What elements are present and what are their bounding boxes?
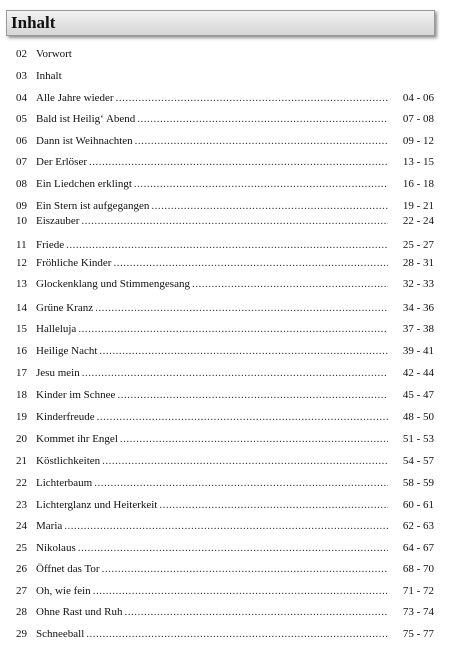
- toc-entry-title: Öffnet das Tor: [36, 563, 100, 575]
- toc-entry-title: Vorwort: [36, 48, 72, 60]
- toc-dot-leader: [151, 199, 388, 213]
- toc-entry-pages: 13 - 15: [402, 156, 434, 168]
- toc-entry-pages: 16 - 18: [402, 178, 434, 190]
- toc-entry-number: 15: [16, 323, 27, 335]
- toc-entry-pages: 75 - 77: [402, 628, 434, 640]
- toc-dot-leader: [116, 91, 388, 105]
- toc-dot-leader: [124, 605, 388, 619]
- toc-header-bar: [6, 10, 435, 36]
- toc-entry-number: 27: [16, 585, 27, 597]
- toc-dot-leader: [82, 366, 388, 380]
- toc-entry[interactable]: [16, 301, 434, 315]
- toc-entry-title: Eiszauber: [36, 215, 80, 227]
- toc-entry-number: 08: [16, 178, 27, 190]
- toc-entry-title: Maria: [36, 520, 63, 532]
- toc-entry-number: 10: [16, 215, 27, 227]
- toc-entry-pages: 60 - 61: [402, 499, 434, 511]
- toc-entry-pages: 58 - 59: [402, 477, 434, 489]
- toc-entry-title: Dann ist Weihnachten: [36, 135, 133, 147]
- page-title: Inhalt: [11, 13, 56, 32]
- toc-dot-leader: [134, 177, 388, 191]
- toc-dot-leader: [99, 344, 388, 358]
- toc-entry-pages: 28 - 31: [402, 257, 434, 269]
- toc-entry-title: Lichterglanz und Heiterkeit: [36, 499, 158, 511]
- toc-dot-leader: [135, 134, 388, 148]
- toc-entry[interactable]: [16, 388, 434, 402]
- toc-dot-leader: [86, 627, 388, 641]
- toc-dot-leader: [93, 584, 388, 598]
- toc-entry[interactable]: [16, 498, 434, 512]
- toc-entry-pages: 19 - 21: [402, 200, 434, 212]
- toc-entry-number: 04: [16, 92, 27, 104]
- toc-entry-title: Kinder im Schnee: [36, 389, 116, 401]
- toc-entry[interactable]: [16, 47, 434, 61]
- toc-entry-pages: 22 - 24: [402, 215, 434, 227]
- toc-entry[interactable]: [16, 177, 434, 191]
- toc-entry-pages: 48 - 50: [402, 411, 434, 423]
- toc-entry-title: Fröhliche Kinder: [36, 257, 112, 269]
- toc-entry-title: Grüne Kranz: [36, 302, 94, 314]
- toc-entry-pages: 64 - 67: [402, 542, 434, 554]
- toc-entry-title: Der Erlöser: [36, 156, 88, 168]
- toc-entry[interactable]: [16, 214, 434, 228]
- toc-entry[interactable]: [16, 410, 434, 424]
- toc-entry-number: 22: [16, 477, 27, 489]
- toc-dot-leader: [102, 454, 388, 468]
- toc-entry[interactable]: [16, 519, 434, 533]
- toc-entry-number: 09: [16, 200, 27, 212]
- toc-entry-title: Inhalt: [36, 70, 62, 82]
- toc-entry[interactable]: [16, 344, 434, 358]
- toc-entry-title: Ein Stern ist aufgegangen: [36, 200, 150, 212]
- toc-entry-pages: 04 - 06: [402, 92, 434, 104]
- toc-entry[interactable]: [16, 256, 434, 270]
- toc-entry-number: 13: [16, 278, 27, 290]
- toc-dot-leader: [89, 155, 388, 169]
- toc-entry-title: Heilige Nacht: [36, 345, 98, 357]
- toc-entry-number: 11: [16, 239, 27, 251]
- toc-entry[interactable]: [16, 627, 434, 641]
- toc-entry-pages: 54 - 57: [402, 455, 434, 467]
- toc-entry-number: 21: [16, 455, 27, 467]
- toc-entry[interactable]: [16, 199, 434, 213]
- toc-entry-pages: 32 - 33: [402, 278, 434, 290]
- toc-entry-pages: 42 - 44: [402, 367, 434, 379]
- toc-entry-title: Nikolaus: [36, 542, 76, 554]
- toc-entry[interactable]: [16, 134, 434, 148]
- toc-dot-leader: [78, 322, 388, 336]
- toc-entry-number: 14: [16, 302, 27, 314]
- toc-dot-leader: [97, 410, 388, 424]
- toc-entry[interactable]: [16, 541, 434, 555]
- toc-entry-title: Kommet ihr Engel: [36, 433, 118, 445]
- toc-dot-leader: [66, 238, 388, 252]
- toc-entry-pages: 34 - 36: [402, 302, 434, 314]
- toc-entry-title: Köstlichkeiten: [36, 455, 101, 467]
- toc-entry[interactable]: [16, 277, 434, 291]
- toc-entry-number: 29: [16, 628, 27, 640]
- toc-entry[interactable]: [16, 454, 434, 468]
- toc-entry-title: Schneeball: [36, 628, 85, 640]
- toc-entry-pages: 39 - 41: [402, 345, 434, 357]
- toc-dot-leader: [95, 301, 388, 315]
- toc-entry-title: Glockenklang und Stimmengesang: [36, 278, 190, 290]
- toc-entry-pages: 51 - 53: [402, 433, 434, 445]
- toc-entry-pages: 73 - 74: [402, 606, 434, 618]
- toc-entry-number: 12: [16, 257, 27, 269]
- toc-dot-leader: [117, 388, 388, 402]
- toc-dot-leader: [192, 277, 388, 291]
- toc-entry-number: 16: [16, 345, 27, 357]
- toc-entry-pages: 68 - 70: [402, 563, 434, 575]
- toc-entry[interactable]: [16, 238, 434, 252]
- toc-entry-title: Friede: [36, 239, 65, 251]
- toc-entry-title: Bald ist Heilig‘ Abend: [36, 113, 136, 125]
- toc-dot-leader: [120, 432, 388, 446]
- toc-entry[interactable]: [16, 155, 434, 169]
- toc-entry-number: 17: [16, 367, 27, 379]
- toc-entry[interactable]: [16, 605, 434, 619]
- toc-entry[interactable]: [16, 476, 434, 490]
- toc-entry-number: 20: [16, 433, 27, 445]
- toc-entry[interactable]: [16, 112, 434, 126]
- toc-entry-number: 07: [16, 156, 27, 168]
- toc-entry[interactable]: [16, 322, 434, 336]
- toc-entry-pages: 45 - 47: [402, 389, 434, 401]
- toc-dot-leader: [113, 256, 388, 270]
- toc-entry[interactable]: [16, 91, 434, 105]
- toc-entry-pages: 07 - 08: [402, 113, 434, 125]
- toc-entry-pages: 37 - 38: [402, 323, 434, 335]
- toc-entry-number: 02: [16, 48, 27, 60]
- toc-dot-leader: [137, 112, 388, 126]
- toc-entry-number: 05: [16, 113, 27, 125]
- toc-dot-leader: [94, 476, 388, 490]
- toc-entry[interactable]: [16, 432, 434, 446]
- toc-entry[interactable]: [16, 366, 434, 380]
- toc-entry-number: 25: [16, 542, 27, 554]
- toc-dot-leader: [159, 498, 388, 512]
- toc-entry-number: 18: [16, 389, 27, 401]
- toc-entry-number: 26: [16, 563, 27, 575]
- toc-entry-number: 19: [16, 411, 27, 423]
- toc-entry-title: Halleluja: [36, 323, 77, 335]
- toc-entry-title: Kinderfreude: [36, 411, 95, 423]
- toc-entry-number: 28: [16, 606, 27, 618]
- toc-entry-number: 24: [16, 520, 27, 532]
- toc-entry-pages: 62 - 63: [402, 520, 434, 532]
- toc-entry[interactable]: [16, 562, 434, 576]
- toc-entry-number: 06: [16, 135, 27, 147]
- toc-entry-title: Alle Jahre wieder: [36, 92, 114, 104]
- toc-entry-pages: 25 - 27: [402, 239, 434, 251]
- toc-entry-title: Jesu mein: [36, 367, 80, 379]
- toc-entry-title: Lichterbaum: [36, 477, 93, 489]
- toc-dot-leader: [78, 541, 388, 555]
- toc-dot-leader: [81, 214, 388, 228]
- toc-dot-leader: [102, 562, 388, 576]
- toc-entry[interactable]: [16, 69, 434, 83]
- toc-entry-pages: 09 - 12: [402, 135, 434, 147]
- toc-entry-title: Oh, wie fein: [36, 585, 91, 597]
- toc-entry-title: Ein Liedchen erklingt: [36, 178, 132, 190]
- toc-entry-number: 03: [16, 70, 27, 82]
- toc-dot-leader: [64, 519, 388, 533]
- toc-entry-pages: 71 - 72: [402, 585, 434, 597]
- toc-entry[interactable]: [16, 584, 434, 598]
- toc-entry-title: Ohne Rast und Ruh: [36, 606, 123, 618]
- toc-entry-number: 23: [16, 499, 27, 511]
